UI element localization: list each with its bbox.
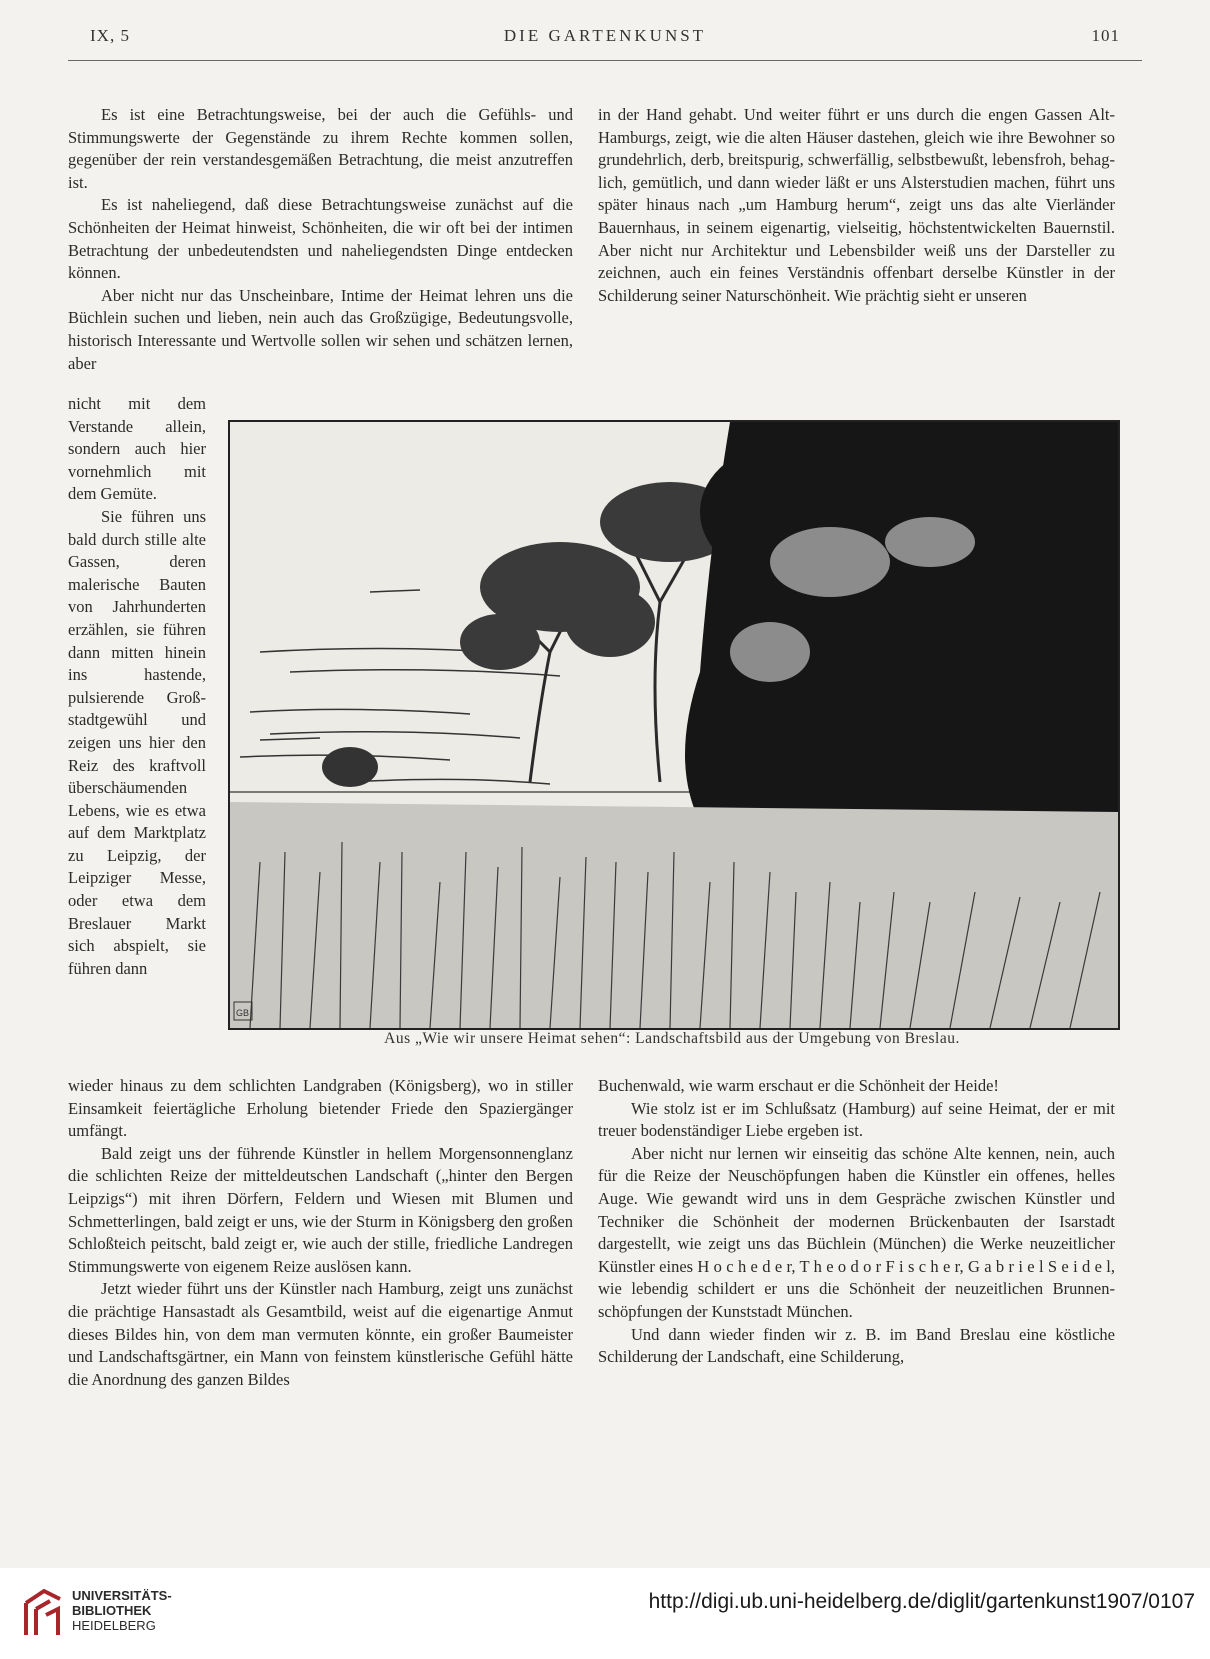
library-name-line: HEIDELBERG (72, 1618, 156, 1633)
distant-tree-icon (322, 747, 378, 787)
paragraph: Bald zeigt uns der führende Künstler in hellem Morgensonnenglanz die schlichten Reize der mitteldeutschen Landschaft („hinter den Bergen Leipzigs“) mit ihren Dörfern, Feldern und Wiesen mit Blumen und Schmetterlingen, bald zeigt er uns, wie der Sturm in Königsberg den großen Schloßteich peitscht, bald zeigt er, wie auch der stille, friedliche Landregen Stimmungswerte von eigenem Reize auslösen kann. (68, 1143, 573, 1276)
paragraph: Und dann wieder finden wir z. B. im Band Breslau eine köstliche Schilderung der Landschaft, eine Schilderung, (598, 1324, 1115, 1367)
paragraph: wieder hinaus zu dem schlichten Landgraben (Königsberg), wo in stiller Einsamkeit feiertägliche Erholung bietender Friede den Spaziergänger umfängt. (68, 1076, 573, 1141)
library-name (72, 1588, 172, 1633)
paragraph: Buchenwald, wie warm erschaut er die Schönheit der Heide! (598, 1076, 999, 1095)
paragraph: Wie stolz ist er im Schlußsatz (Hamburg) auf seine Heimat, der er mit treuer bodenständiger Liebe ergeben ist. (598, 1098, 1115, 1141)
header-rule (68, 60, 1142, 61)
paragraph: nicht mit dem Verstande allein, sondern auch hier vornehmlich mit dem Gemüte. (68, 394, 206, 504)
issue-number: IX, 5 (90, 26, 130, 45)
paragraph: Jetzt wieder führt uns der Künstler nach Hamburg, zeigt uns zunächst die prächtige Hansastadt als Gesamtbild, weist auf die eigenartige Anmut dieses Bildes hin, von dem man vermuten könnte, ein großer Baumeister und Landschaftsgärtner, ein Mann von feinstem künstlerische Gefühl hätte die Anordnung des ganzen Bildes (68, 1279, 573, 1389)
paragraph: Es ist naheliegend, daß diese Betrachtungsweise zunächst auf die Schönheiten der Heimat hinweist, Schönheiten, die wir oft bei der intimen Betrachtung der unbedeutendsten und naheliegendsten Dinge entdecken können. (68, 195, 573, 283)
meadow (230, 802, 1118, 1028)
right-column-bottom (598, 1075, 1115, 1369)
landscape-illustration (228, 420, 1120, 1030)
woodcut-landscape (230, 422, 1118, 1028)
paragraph: Aber nicht nur das Unscheinbare, Intime der Heimat lehren uns die Büchlein suchen und lieben, nein auch das Großzügige, Bedeutungsvolle, historisch Interessante und Wertvolle sollen wir sehen und schätzen lernen, aber (68, 285, 573, 373)
artist-monogram: GB (236, 1008, 250, 1018)
left-column-narrow (68, 393, 206, 980)
university-library-logo-icon (20, 1585, 64, 1641)
paragraph: Sie führen uns bald durch stille alte Gassen, deren malerische Bauten von Jahrhunderten erzählen, sie führen dann mitten hinein ins hastende, pulsierende Großstadtgewühl und zeigen uns hier den Reiz des kraftvoll überschäumenden Lebens, wie es etwa auf dem Marktplatz zu Leipzig, der Leipziger Messe, oder etwa dem Breslauer Markt sich abspielt, sie führen dann (68, 506, 206, 978)
library-name-line: BIBLIOTHEK (72, 1603, 152, 1618)
running-title: DIE GARTENKUNST (503, 26, 707, 45)
library-name-line: UNIVERSITÄTS- (72, 1588, 172, 1603)
right-column-top (598, 104, 1115, 307)
paragraph: Es ist eine Betrachtungsweise, bei der auch die Gefühls- und Stimmungswerte der Gegenstände zu ihrem Rechte kommen sollen, gegenüber der rein verstandesgemäßen Betrachtung, die meist anzutreffen ist. (68, 105, 573, 192)
paragraph: in der Hand gehabt. Und weiter führt er uns durch die engen Gassen Alt-Hamburgs, zeigt, wie die alten Häuser dastehen, gleich wie ihre Bewohner so grundehrlich, derb, breitspurig, schwerfällig, selbstbewußt, lebensfroh, behaglich, gemütlich, und dann wieder läßt er uns Alsterstudien machen, führt uns später hinaus nach „um Hamburg herum“, zeigt uns das alte Vierländer Bauernhaus, in seinem eigenartig, vielseitig, höchstentwickelten Bauernstil. Aber nicht nur Architektur und Lebensbilder weiß uns der Darsteller zu zeichnen, auch ein feines Verständnis offenbart derselbe Künstler in der Schilderung seiner Naturschönheit. Wie prächtig sieht er unseren (598, 105, 1115, 305)
figure-caption: Aus „Wie wir unsere Heimat sehen“: Landschaftsbild aus der Umgebung von Breslau. (384, 1030, 960, 1047)
left-column-top (68, 104, 573, 375)
page-number: 101 (1091, 26, 1120, 45)
paragraph: Aber nicht nur lernen wir einseitig das schöne Alte kennen, nein, auch für die Reize der Neuschöpfungen haben die Künstler ein offenes, helles Auge. Wie gewandt wird uns in dem Gespräche zwischen Künstler und Techniker die Schönheit der modernen Brückenbauten der Isarstadt dargestellt, wie zeigt uns das Büchlein (München) die Werke neuzeitlicher Künstler eines H o c h e d e r, T h e o d o r F i s c h e r, G a b r i e l S e i d e l, wie lebendig schildert er uns die Schönheit der neuzeitlichen Brunnenschöpfungen der Kunststadt München. (598, 1143, 1115, 1321)
left-column-bottom (68, 1075, 573, 1391)
source-url-link[interactable]: http://digi.ub.uni-heidelberg.de/diglit/gartenkunst1907/0107 (648, 1590, 1195, 1613)
